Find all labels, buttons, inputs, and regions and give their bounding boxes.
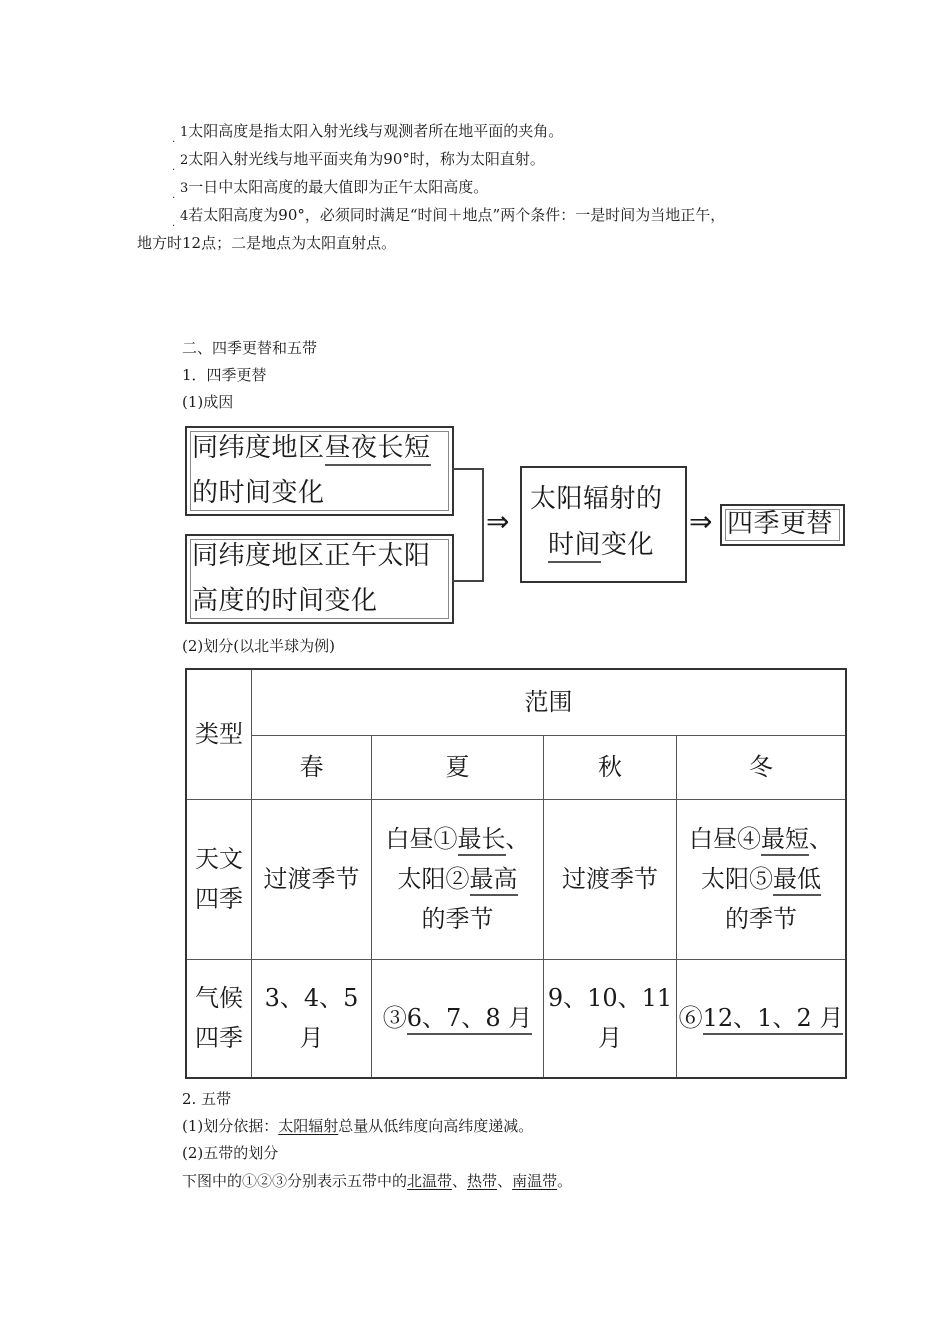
zone-south-temperate: 南温带 bbox=[512, 1172, 558, 1190]
flow-box-season-change-label: 四季更替 bbox=[727, 509, 834, 539]
underlined-term: 最低 bbox=[773, 865, 821, 896]
subsection-heading-zones: 2. 五带 bbox=[182, 1090, 232, 1108]
subsection-heading-seasons: 1．四季更替 bbox=[182, 366, 267, 384]
underlined-term: 昼夜长短 bbox=[325, 433, 431, 466]
flow-box-day-length bbox=[185, 426, 454, 516]
table-header-type: 类型 bbox=[186, 669, 252, 799]
row-label-climatic: 气候 四季 bbox=[186, 959, 252, 1078]
intro-text: 太阳高度是指太阳入射光线与观测者所在地平面的夹角。 bbox=[188, 122, 564, 140]
underlined-term: 12、1、2 月 bbox=[703, 1004, 844, 1035]
intro-number: 1 bbox=[180, 125, 189, 140]
cause-heading: (1)成因 bbox=[182, 393, 234, 411]
flow-box-day-length-line2: 的时间变化 bbox=[192, 478, 325, 508]
intro-line-4-continued: 地方时12点；二是地点为太阳直射点。 bbox=[137, 234, 397, 252]
intro-text: 一日中太阳高度的最大值即为正午太阳高度。 bbox=[188, 178, 489, 196]
intro-text: 太阳入射光线与地平面夹角为90°时，称为太阳直射。 bbox=[188, 150, 545, 168]
list-dot: . bbox=[172, 162, 176, 173]
flow-box-solar-radiation bbox=[520, 466, 687, 583]
cell-astro-winter: 白昼④最短、 太阳⑤最低 的季节 bbox=[677, 799, 847, 959]
flow-box-noon-line2: 高度的时间变化 bbox=[192, 586, 378, 616]
division-heading: (2)划分(以北半球为例) bbox=[182, 637, 335, 655]
cell-climate-winter: ⑥12、1、2 月 bbox=[677, 959, 847, 1078]
table-header-winter: 冬 bbox=[677, 735, 847, 799]
zone-tropical: 热带 bbox=[467, 1172, 498, 1190]
flow-box-noon-sun-height bbox=[185, 534, 454, 624]
flow-box-day-length-line1: 同纬度地区昼夜长短 bbox=[192, 425, 431, 471]
intro-line-4 bbox=[180, 205, 725, 227]
intro-line-1 bbox=[180, 121, 563, 143]
underlined-term: 最高 bbox=[470, 865, 518, 896]
intro-line-2 bbox=[180, 149, 545, 171]
table-header-autumn: 秋 bbox=[544, 735, 677, 799]
intro-number: 4 bbox=[180, 209, 189, 224]
arrow-right-icon: ⇒ bbox=[689, 505, 713, 538]
arrow-right-icon: ⇒ bbox=[486, 505, 510, 538]
table-header-summer: 夏 bbox=[372, 735, 544, 799]
table-header-range: 范围 bbox=[252, 669, 847, 735]
row-label-astronomical: 天文 四季 bbox=[186, 799, 252, 959]
zones-division-heading: (2)五带的划分 bbox=[182, 1144, 279, 1162]
flow-bracket bbox=[452, 468, 484, 582]
cell-astro-summer: 白昼①最长、 太阳②最高 的季节 bbox=[372, 799, 544, 959]
flow-box-solar-line2: 时间变化 bbox=[548, 522, 654, 568]
section-heading: 二、四季更替和五带 bbox=[182, 339, 318, 357]
zones-figure-caption: 下图中的①②③分别表示五带中的北温带、热带、南温带。 bbox=[182, 1172, 573, 1190]
intro-number: 2 bbox=[180, 153, 189, 168]
intro-text: 若太阳高度为90°，必须同时满足“时间＋地点”两个条件：一是时间为当地正午， bbox=[188, 206, 726, 224]
intro-number: 3 bbox=[180, 181, 189, 196]
cell-astro-autumn: 过渡季节 bbox=[544, 799, 677, 959]
table-header-spring: 春 bbox=[252, 735, 372, 799]
underlined-term: 太阳辐射 bbox=[278, 1117, 339, 1135]
flow-box-noon-line1: 同纬度地区正午太阳 bbox=[192, 541, 431, 571]
zones-basis: (1)划分依据：太阳辐射总量从低纬度向高纬度递减。 bbox=[182, 1117, 534, 1135]
underlined-term: 6、7、8 月 bbox=[407, 1004, 532, 1035]
zone-north-temperate: 北温带 bbox=[407, 1172, 453, 1190]
list-dot: . bbox=[172, 218, 176, 229]
flow-box-season-change bbox=[720, 504, 845, 546]
flow-box-solar-line1: 太阳辐射的 bbox=[530, 484, 663, 514]
intro-line-3 bbox=[180, 177, 488, 199]
underlined-term: 最短 bbox=[761, 825, 809, 856]
underlined-term: 最长 bbox=[458, 825, 506, 856]
cell-climate-autumn: 9、10、11 月 bbox=[544, 959, 677, 1078]
cell-astro-spring: 过渡季节 bbox=[252, 799, 372, 959]
list-dot: . bbox=[172, 190, 176, 201]
cell-climate-spring: 3、4、5 月 bbox=[252, 959, 372, 1078]
seasons-table bbox=[185, 668, 847, 1079]
cell-climate-summer: ③6、7、8 月 bbox=[372, 959, 544, 1078]
underlined-term: 时间 bbox=[548, 530, 601, 563]
list-dot: . bbox=[172, 134, 176, 145]
